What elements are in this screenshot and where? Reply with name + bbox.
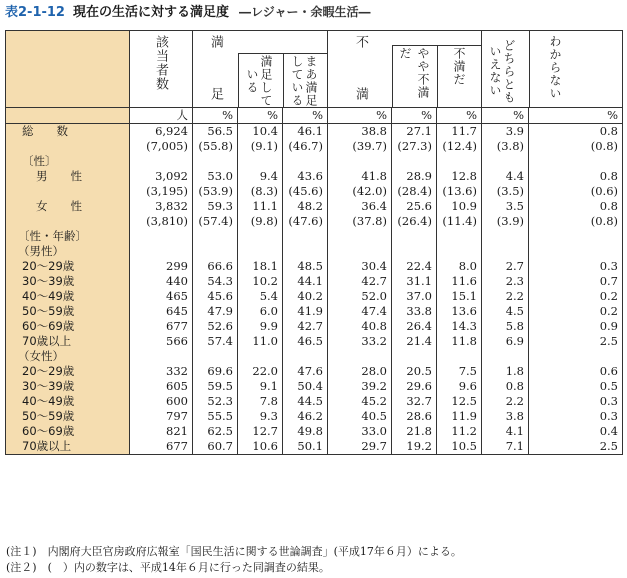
value-cell: (39.7) xyxy=(328,139,392,154)
section-row xyxy=(6,349,623,364)
value-cell: 57.4 xyxy=(193,334,238,349)
value-cell: 797 xyxy=(130,409,193,424)
value-cell xyxy=(130,244,193,259)
value-cell: 11.8 xyxy=(437,334,482,349)
value-cell: 0.8 xyxy=(529,199,623,214)
table-row xyxy=(6,289,623,304)
row-label-text: 50～59歳 xyxy=(22,409,75,423)
value-cell: 9.1 xyxy=(238,379,283,394)
value-cell: 0.2 xyxy=(529,289,623,304)
row-label-text: 30～39歳 xyxy=(22,379,75,393)
unit-cell: % xyxy=(328,108,392,124)
row-label xyxy=(6,364,130,379)
row-label-text: 60～69歳 xyxy=(22,424,75,438)
table-row xyxy=(6,379,623,394)
row-label-text: （女性） xyxy=(18,349,64,363)
table-row xyxy=(6,169,623,184)
value-cell: 37.0 xyxy=(392,289,437,304)
value-cell: 677 xyxy=(130,439,193,455)
value-cell: 46.1 xyxy=(283,124,328,140)
value-cell: 18.1 xyxy=(238,259,283,274)
value-cell: 0.2 xyxy=(529,304,623,319)
table-row xyxy=(6,259,623,274)
value-cell: 40.2 xyxy=(283,289,328,304)
row-label xyxy=(6,304,130,319)
value-cell: 39.2 xyxy=(328,379,392,394)
value-cell: 55.5 xyxy=(193,409,238,424)
value-cell xyxy=(392,349,437,364)
value-cell: 30.4 xyxy=(328,259,392,274)
value-cell: 11.9 xyxy=(437,409,482,424)
value-cell: 56.5 xyxy=(193,124,238,140)
value-cell xyxy=(193,244,238,259)
value-cell: 8.0 xyxy=(437,259,482,274)
value-cell xyxy=(328,229,392,244)
table-row xyxy=(6,439,623,455)
value-cell: 11.7 xyxy=(437,124,482,140)
value-cell xyxy=(392,154,437,169)
value-cell: 25.6 xyxy=(392,199,437,214)
value-cell: 32.7 xyxy=(392,394,437,409)
value-cell: 5.8 xyxy=(482,319,529,334)
value-cell xyxy=(529,154,623,169)
row-label-text: 女 性 xyxy=(36,199,82,213)
value-cell xyxy=(283,154,328,169)
value-cell: 600 xyxy=(130,394,193,409)
value-cell: 10.5 xyxy=(437,439,482,455)
value-cell xyxy=(238,229,283,244)
header-satisfied-group-label: 満 xyxy=(208,35,223,49)
value-cell: 40.8 xyxy=(328,319,392,334)
table-row xyxy=(6,334,623,349)
value-cell: (0.8) xyxy=(529,139,623,154)
header-n xyxy=(130,31,193,108)
row-label-text: 総 数 xyxy=(22,124,68,138)
value-cell: (37.8) xyxy=(328,214,392,229)
row-label xyxy=(6,289,130,304)
unit-cell: % xyxy=(437,108,482,124)
value-cell xyxy=(392,229,437,244)
value-cell: 10.2 xyxy=(238,274,283,289)
value-cell: 0.6 xyxy=(529,364,623,379)
table-main-title: 現在の生活に対する満足度 xyxy=(72,5,229,20)
value-cell xyxy=(130,349,193,364)
row-label-text: 〔性〕 xyxy=(22,154,57,168)
table-row xyxy=(6,409,623,424)
table-row xyxy=(6,199,623,214)
value-cell: 0.8 xyxy=(529,124,623,140)
value-cell: 9.4 xyxy=(238,169,283,184)
value-cell: 0.3 xyxy=(529,394,623,409)
value-cell: 29.7 xyxy=(328,439,392,455)
value-cell: 605 xyxy=(130,379,193,394)
value-cell: 33.8 xyxy=(392,304,437,319)
value-cell: 465 xyxy=(130,289,193,304)
row-label xyxy=(6,244,130,259)
value-cell: 36.4 xyxy=(328,199,392,214)
row-label xyxy=(6,439,130,455)
value-cell xyxy=(238,244,283,259)
value-cell xyxy=(482,229,529,244)
value-cell: 31.1 xyxy=(392,274,437,289)
value-cell: 6,924 xyxy=(130,124,193,140)
value-cell: (0.8) xyxy=(529,214,623,229)
value-cell: 14.3 xyxy=(437,319,482,334)
value-cell: 40.5 xyxy=(328,409,392,424)
value-cell: 52.6 xyxy=(193,319,238,334)
value-cell: 21.8 xyxy=(392,424,437,439)
value-cell: 2.2 xyxy=(482,289,529,304)
value-cell: (3.9) xyxy=(482,214,529,229)
value-cell xyxy=(130,154,193,169)
value-cell: (9.1) xyxy=(238,139,283,154)
value-cell xyxy=(482,154,529,169)
unit-cell: % xyxy=(482,108,529,124)
value-cell: (12.4) xyxy=(437,139,482,154)
value-cell: 52.3 xyxy=(193,394,238,409)
value-cell: (11.4) xyxy=(437,214,482,229)
note-1: (注１) 内閣府大臣官房政府広報室「国民生活に関する世論調査」(平成17年６月）による。 xyxy=(6,545,462,558)
row-label xyxy=(6,214,130,229)
value-cell: 12.7 xyxy=(238,424,283,439)
value-cell: 45.2 xyxy=(328,394,392,409)
row-label xyxy=(6,139,130,154)
value-cell: 6.0 xyxy=(238,304,283,319)
value-cell: 0.7 xyxy=(529,274,623,289)
row-label xyxy=(6,259,130,274)
value-cell: 20.5 xyxy=(392,364,437,379)
value-cell: (26.4) xyxy=(392,214,437,229)
value-cell: 0.3 xyxy=(529,259,623,274)
value-cell xyxy=(529,244,623,259)
value-cell: 26.4 xyxy=(392,319,437,334)
row-label xyxy=(6,409,130,424)
value-cell: 19.2 xyxy=(392,439,437,455)
value-cell: 11.0 xyxy=(238,334,283,349)
table-row xyxy=(6,184,623,199)
value-cell xyxy=(193,349,238,364)
value-cell xyxy=(437,349,482,364)
row-label xyxy=(6,184,130,199)
row-label xyxy=(6,229,130,244)
header-dissatisfied-group-label: 不 xyxy=(353,35,369,49)
value-cell xyxy=(437,244,482,259)
value-cell: 15.1 xyxy=(437,289,482,304)
value-cell: 28.0 xyxy=(328,364,392,379)
row-label xyxy=(6,169,130,184)
value-cell: 0.8 xyxy=(529,169,623,184)
row-label-text: 40～49歳 xyxy=(22,394,75,408)
unit-cell: 人 xyxy=(130,108,193,124)
value-cell: 38.8 xyxy=(328,124,392,140)
value-cell: 3.5 xyxy=(482,199,529,214)
header-n-label: 該当者数 xyxy=(153,35,168,91)
note-2: (注２) ( ）内の数字は、平成14年６月に行った同調査の結果。 xyxy=(6,561,330,574)
header-somewhat-satisfied-label: まあ満足している xyxy=(290,55,318,107)
value-cell: 66.6 xyxy=(193,259,238,274)
value-cell: 11.2 xyxy=(437,424,482,439)
value-cell xyxy=(193,154,238,169)
value-cell: 9.9 xyxy=(238,319,283,334)
value-cell: 46.5 xyxy=(283,334,328,349)
table-row xyxy=(6,274,623,289)
value-cell: 50.4 xyxy=(283,379,328,394)
row-label xyxy=(6,424,130,439)
value-cell: (27.3) xyxy=(392,139,437,154)
value-cell: 3,832 xyxy=(130,199,193,214)
value-cell: 33.0 xyxy=(328,424,392,439)
row-label-text: 50～59歳 xyxy=(22,304,75,318)
value-cell: 1.8 xyxy=(482,364,529,379)
row-label xyxy=(6,334,130,349)
value-cell xyxy=(130,229,193,244)
value-cell: 47.4 xyxy=(328,304,392,319)
value-cell xyxy=(238,154,283,169)
value-cell: 7.1 xyxy=(482,439,529,455)
value-cell: 42.7 xyxy=(328,274,392,289)
value-cell: 28.9 xyxy=(392,169,437,184)
section-row xyxy=(6,154,623,169)
table-header xyxy=(5,30,623,108)
row-label xyxy=(6,349,130,364)
header-dissatisfied-group xyxy=(328,31,482,108)
value-cell xyxy=(283,229,328,244)
header-satisfied-group xyxy=(193,31,328,108)
value-cell: 677 xyxy=(130,319,193,334)
value-cell: 4.5 xyxy=(482,304,529,319)
value-cell: (8.3) xyxy=(238,184,283,199)
value-cell: 10.4 xyxy=(238,124,283,140)
row-label xyxy=(6,379,130,394)
unit-row xyxy=(6,108,623,124)
value-cell: 69.6 xyxy=(193,364,238,379)
value-cell xyxy=(392,244,437,259)
value-cell: 44.1 xyxy=(283,274,328,289)
table-row xyxy=(6,124,623,140)
value-cell xyxy=(437,154,482,169)
value-cell: 27.1 xyxy=(392,124,437,140)
value-cell xyxy=(529,229,623,244)
value-cell: 0.5 xyxy=(529,379,623,394)
value-cell: 2.2 xyxy=(482,394,529,409)
value-cell: 41.8 xyxy=(328,169,392,184)
value-cell xyxy=(193,229,238,244)
header-dissatisfied-group-tail: 満 xyxy=(353,87,369,101)
value-cell: 821 xyxy=(130,424,193,439)
value-cell: 11.1 xyxy=(238,199,283,214)
value-cell: 566 xyxy=(130,334,193,349)
value-cell: 299 xyxy=(130,259,193,274)
value-cell: 45.6 xyxy=(193,289,238,304)
value-cell: (3.5) xyxy=(482,184,529,199)
header-somewhat-dissatisfied-label: やや不満 xyxy=(416,47,431,99)
value-cell: 10.6 xyxy=(238,439,283,455)
value-cell: 48.5 xyxy=(283,259,328,274)
value-cell xyxy=(283,244,328,259)
value-cell: 3.8 xyxy=(482,409,529,424)
header-neither-and-dontknow xyxy=(482,31,623,108)
value-cell: 9.6 xyxy=(437,379,482,394)
value-cell: (7,005) xyxy=(130,139,193,154)
value-cell xyxy=(482,244,529,259)
value-cell: 3.9 xyxy=(482,124,529,140)
value-cell: 48.2 xyxy=(283,199,328,214)
table-row xyxy=(6,424,623,439)
table-row xyxy=(6,304,623,319)
value-cell: 54.3 xyxy=(193,274,238,289)
value-cell: 2.7 xyxy=(482,259,529,274)
value-cell: 52.0 xyxy=(328,289,392,304)
table-row xyxy=(6,319,623,334)
table-row xyxy=(6,139,623,154)
value-cell: 46.2 xyxy=(283,409,328,424)
value-cell xyxy=(238,349,283,364)
row-label xyxy=(6,154,130,169)
value-cell: 12.5 xyxy=(437,394,482,409)
value-cell: (45.6) xyxy=(283,184,328,199)
header-satisfied-label: 満足している xyxy=(245,55,273,107)
header-somewhat-dissatisfied-tail: だ xyxy=(398,47,413,60)
value-cell: (3,810) xyxy=(130,214,193,229)
value-cell: 645 xyxy=(130,304,193,319)
value-cell: 47.9 xyxy=(193,304,238,319)
value-cell xyxy=(283,349,328,364)
value-cell: 440 xyxy=(130,274,193,289)
value-cell: 33.2 xyxy=(328,334,392,349)
value-cell: 12.8 xyxy=(437,169,482,184)
value-cell: 5.4 xyxy=(238,289,283,304)
value-cell: 44.5 xyxy=(283,394,328,409)
value-cell: (3,195) xyxy=(130,184,193,199)
row-label-text: （男性） xyxy=(18,244,64,258)
row-label xyxy=(6,108,130,124)
header-dissatisfied-label: 不満だ xyxy=(452,47,467,86)
value-cell: 42.7 xyxy=(283,319,328,334)
value-cell: (28.4) xyxy=(392,184,437,199)
row-label-text: 20～29歳 xyxy=(22,364,75,378)
row-label xyxy=(6,394,130,409)
value-cell: 2.3 xyxy=(482,274,529,289)
value-cell: (42.0) xyxy=(328,184,392,199)
row-label xyxy=(6,199,130,214)
value-cell: 0.3 xyxy=(529,409,623,424)
row-label-text: 40～49歳 xyxy=(22,289,75,303)
value-cell: (46.7) xyxy=(283,139,328,154)
value-cell: 11.6 xyxy=(437,274,482,289)
value-cell: 60.7 xyxy=(193,439,238,455)
table-row xyxy=(6,364,623,379)
row-label-text: 70歳以上 xyxy=(22,439,72,453)
header-corner xyxy=(6,31,130,108)
value-cell xyxy=(529,349,623,364)
row-label xyxy=(6,124,130,140)
header-neither-label: どちらともいえない xyxy=(488,38,517,104)
row-label xyxy=(6,319,130,334)
value-cell xyxy=(482,349,529,364)
value-cell: 0.9 xyxy=(529,319,623,334)
value-cell: 7.8 xyxy=(238,394,283,409)
header-dont-know-label: わからない xyxy=(548,35,563,100)
value-cell: 0.4 xyxy=(529,424,623,439)
table-title xyxy=(5,2,370,22)
value-cell: (13.6) xyxy=(437,184,482,199)
row-label-text: 60～69歳 xyxy=(22,319,75,333)
unit-cell: % xyxy=(529,108,623,124)
value-cell: 3,092 xyxy=(130,169,193,184)
value-cell: 29.6 xyxy=(392,379,437,394)
unit-cell: % xyxy=(283,108,328,124)
value-cell: (9.8) xyxy=(238,214,283,229)
value-cell: (53.9) xyxy=(193,184,238,199)
value-cell: 59.3 xyxy=(193,199,238,214)
value-cell: 9.3 xyxy=(238,409,283,424)
value-cell: 62.5 xyxy=(193,424,238,439)
table-body xyxy=(5,108,623,455)
value-cell xyxy=(328,349,392,364)
value-cell: 21.4 xyxy=(392,334,437,349)
table-row xyxy=(6,394,623,409)
value-cell: 4.4 xyxy=(482,169,529,184)
row-label-text: 男 性 xyxy=(36,169,82,183)
row-label-text: 30～39歳 xyxy=(22,274,75,288)
value-cell: 2.5 xyxy=(529,439,623,455)
value-cell: 49.8 xyxy=(283,424,328,439)
value-cell: 6.9 xyxy=(482,334,529,349)
value-cell: (3.8) xyxy=(482,139,529,154)
value-cell: 50.1 xyxy=(283,439,328,455)
value-cell: 2.5 xyxy=(529,334,623,349)
unit-cell: % xyxy=(238,108,283,124)
value-cell: 53.0 xyxy=(193,169,238,184)
table-row xyxy=(6,214,623,229)
value-cell: 28.6 xyxy=(392,409,437,424)
value-cell: 47.6 xyxy=(283,364,328,379)
value-cell: 4.1 xyxy=(482,424,529,439)
table-subtitle: ―レジャー・余暇生活― xyxy=(239,5,371,19)
table-notes xyxy=(6,544,462,576)
section-row xyxy=(6,244,623,259)
value-cell: 22.0 xyxy=(238,364,283,379)
value-cell: 13.6 xyxy=(437,304,482,319)
row-label xyxy=(6,274,130,289)
table-number: 表2-1-12 xyxy=(5,5,65,20)
value-cell xyxy=(328,154,392,169)
satisfaction-table xyxy=(5,30,622,540)
value-cell: 10.9 xyxy=(437,199,482,214)
header-satisfied-group-tail: 足 xyxy=(208,87,223,101)
value-cell: (0.6) xyxy=(529,184,623,199)
value-cell: 332 xyxy=(130,364,193,379)
unit-cell: % xyxy=(193,108,238,124)
section-row xyxy=(6,229,623,244)
value-cell: 59.5 xyxy=(193,379,238,394)
value-cell xyxy=(328,244,392,259)
value-cell: 22.4 xyxy=(392,259,437,274)
value-cell: (57.4) xyxy=(193,214,238,229)
row-label-text: 20～29歳 xyxy=(22,259,75,273)
value-cell: 43.6 xyxy=(283,169,328,184)
value-cell: (47.6) xyxy=(283,214,328,229)
value-cell xyxy=(437,229,482,244)
value-cell: (55.8) xyxy=(193,139,238,154)
unit-cell: % xyxy=(392,108,437,124)
value-cell: 0.8 xyxy=(482,379,529,394)
value-cell: 7.5 xyxy=(437,364,482,379)
row-label-text: 70歳以上 xyxy=(22,334,72,348)
value-cell: 41.9 xyxy=(283,304,328,319)
row-label-text: 〔性・年齢〕 xyxy=(18,229,87,243)
